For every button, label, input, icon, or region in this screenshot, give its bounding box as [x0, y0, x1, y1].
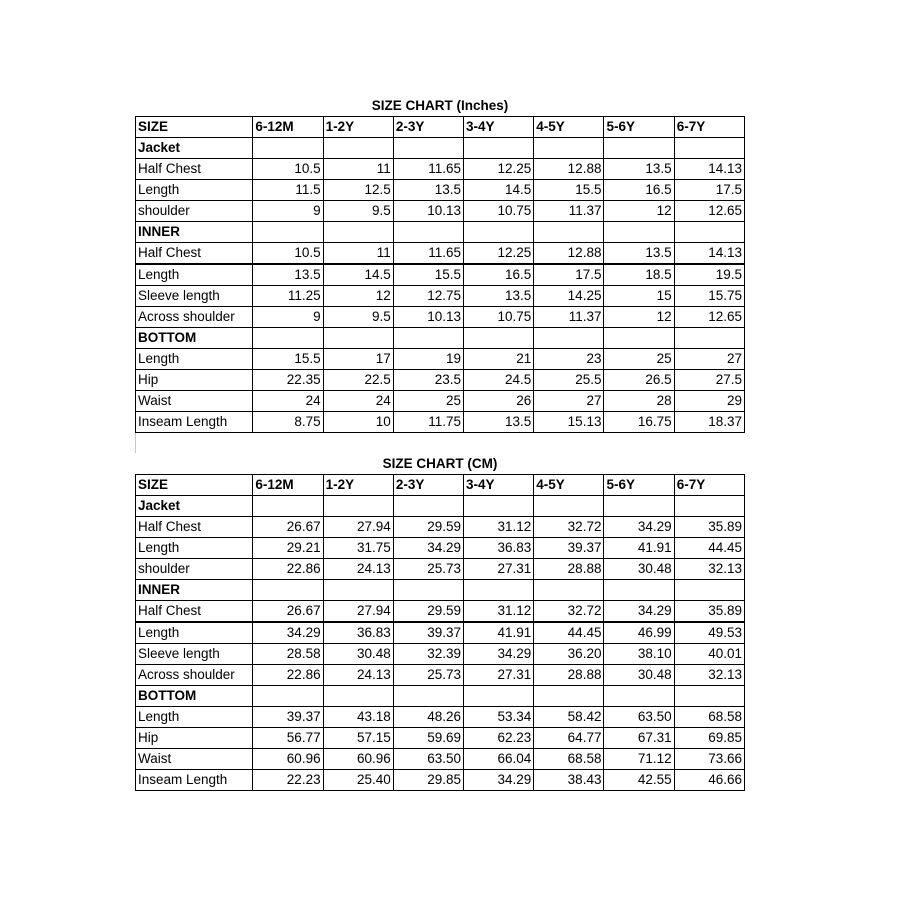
empty-cell — [323, 686, 393, 707]
value-cell: 46.66 — [674, 770, 744, 791]
value-cell: 25 — [393, 391, 463, 412]
value-cell: 17.5 — [534, 264, 604, 286]
value-cell: 32.13 — [674, 559, 744, 580]
value-cell: 69.85 — [674, 728, 744, 749]
value-cell: 10.75 — [464, 201, 534, 222]
column-header: 4-5Y — [534, 475, 604, 496]
chart-title: SIZE CHART (CM) — [136, 454, 745, 475]
section-row — [136, 138, 745, 159]
value-cell: 22.5 — [323, 370, 393, 391]
row-label: Length — [136, 538, 253, 559]
empty-cell — [604, 496, 674, 517]
value-cell: 32.72 — [534, 517, 604, 538]
empty-cell — [323, 580, 393, 601]
section-row — [136, 328, 745, 349]
table-row — [136, 601, 745, 623]
value-cell: 31.75 — [323, 538, 393, 559]
value-cell: 68.58 — [534, 749, 604, 770]
value-cell: 9.5 — [323, 201, 393, 222]
value-cell: 18.37 — [674, 412, 744, 433]
value-cell: 13.5 — [393, 180, 463, 201]
empty-cell — [534, 580, 604, 601]
table-row — [136, 412, 745, 433]
table-row — [136, 243, 745, 265]
value-cell: 29.59 — [393, 601, 463, 623]
value-cell: 32.13 — [674, 665, 744, 686]
value-cell: 27 — [534, 391, 604, 412]
row-label: Inseam Length — [136, 412, 253, 433]
value-cell: 23.5 — [393, 370, 463, 391]
empty-cell — [253, 222, 323, 243]
column-header: 4-5Y — [534, 117, 604, 138]
value-cell: 36.83 — [323, 622, 393, 644]
column-header: 5-6Y — [604, 475, 674, 496]
size-chart-cm-table — [135, 454, 745, 791]
value-cell: 44.45 — [534, 622, 604, 644]
empty-cell — [534, 222, 604, 243]
title-row — [136, 96, 745, 117]
value-cell: 38.43 — [534, 770, 604, 791]
table-row — [136, 349, 745, 370]
table-row — [136, 559, 745, 580]
value-cell: 13.5 — [464, 412, 534, 433]
value-cell: 11 — [323, 159, 393, 180]
table-row — [136, 286, 745, 307]
value-cell: 28.58 — [253, 644, 323, 665]
value-cell: 27.94 — [323, 517, 393, 538]
value-cell: 39.37 — [253, 707, 323, 728]
value-cell: 10.75 — [464, 307, 534, 328]
value-cell: 15.5 — [534, 180, 604, 201]
empty-cell — [464, 222, 534, 243]
value-cell: 41.91 — [604, 538, 674, 559]
section-label: INNER — [136, 580, 253, 601]
empty-cell — [323, 496, 393, 517]
value-cell: 63.50 — [604, 707, 674, 728]
value-cell: 15 — [604, 286, 674, 307]
value-cell: 34.29 — [464, 770, 534, 791]
value-cell: 32.72 — [534, 601, 604, 623]
row-label: Length — [136, 180, 253, 201]
value-cell: 11.37 — [534, 201, 604, 222]
value-cell: 12.88 — [534, 159, 604, 180]
value-cell: 30.48 — [604, 559, 674, 580]
empty-cell — [674, 686, 744, 707]
value-cell: 15.75 — [674, 286, 744, 307]
empty-cell — [464, 138, 534, 159]
column-header: 2-3Y — [393, 475, 463, 496]
value-cell: 22.35 — [253, 370, 323, 391]
value-cell: 59.69 — [393, 728, 463, 749]
value-cell: 60.96 — [253, 749, 323, 770]
value-cell: 10.5 — [253, 159, 323, 180]
value-cell: 44.45 — [674, 538, 744, 559]
value-cell: 25.40 — [323, 770, 393, 791]
value-cell: 12.65 — [674, 201, 744, 222]
value-cell: 31.12 — [464, 601, 534, 623]
value-cell: 16.5 — [604, 180, 674, 201]
size-chart-inches-table — [135, 96, 745, 433]
empty-cell — [604, 222, 674, 243]
header-row — [136, 117, 745, 138]
value-cell: 12 — [604, 307, 674, 328]
column-header: SIZE — [136, 475, 253, 496]
value-cell: 10 — [323, 412, 393, 433]
table-row — [136, 707, 745, 728]
empty-cell — [393, 580, 463, 601]
value-cell: 63.50 — [393, 749, 463, 770]
value-cell: 14.5 — [464, 180, 534, 201]
empty-cell — [253, 138, 323, 159]
value-cell: 14.5 — [323, 264, 393, 286]
table-row — [136, 538, 745, 559]
value-cell: 39.37 — [534, 538, 604, 559]
value-cell: 38.10 — [604, 644, 674, 665]
empty-cell — [674, 580, 744, 601]
value-cell: 8.75 — [253, 412, 323, 433]
row-label: Length — [136, 707, 253, 728]
empty-cell — [464, 496, 534, 517]
value-cell: 9 — [253, 307, 323, 328]
table-row — [136, 622, 745, 644]
empty-cell — [464, 580, 534, 601]
value-cell: 19 — [393, 349, 463, 370]
value-cell: 43.18 — [323, 707, 393, 728]
value-cell: 19.5 — [674, 264, 744, 286]
row-label: Length — [136, 264, 253, 286]
chart-title: SIZE CHART (Inches) — [136, 96, 745, 117]
empty-cell — [253, 686, 323, 707]
value-cell: 14.25 — [534, 286, 604, 307]
section-label: BOTTOM — [136, 686, 253, 707]
value-cell: 21 — [464, 349, 534, 370]
value-cell: 24.5 — [464, 370, 534, 391]
table-row — [136, 517, 745, 538]
empty-cell — [323, 138, 393, 159]
value-cell: 24.13 — [323, 665, 393, 686]
table-row — [136, 728, 745, 749]
row-label: shoulder — [136, 201, 253, 222]
value-cell: 29 — [674, 391, 744, 412]
value-cell: 11.5 — [253, 180, 323, 201]
value-cell: 27.5 — [674, 370, 744, 391]
value-cell: 48.26 — [393, 707, 463, 728]
value-cell: 27 — [674, 349, 744, 370]
value-cell: 15.5 — [393, 264, 463, 286]
value-cell: 35.89 — [674, 601, 744, 623]
value-cell: 27.94 — [323, 601, 393, 623]
empty-cell — [674, 496, 744, 517]
empty-cell — [253, 496, 323, 517]
value-cell: 27.31 — [464, 665, 534, 686]
row-label: Hip — [136, 370, 253, 391]
section-row — [136, 496, 745, 517]
value-cell: 27.31 — [464, 559, 534, 580]
row-label: Half Chest — [136, 517, 253, 538]
value-cell: 13.5 — [604, 159, 674, 180]
value-cell: 22.86 — [253, 559, 323, 580]
section-row — [136, 580, 745, 601]
table-row — [136, 391, 745, 412]
value-cell: 66.04 — [464, 749, 534, 770]
empty-cell — [393, 222, 463, 243]
empty-cell — [464, 686, 534, 707]
value-cell: 28.88 — [534, 665, 604, 686]
column-header: SIZE — [136, 117, 253, 138]
value-cell: 36.20 — [534, 644, 604, 665]
section-label: Jacket — [136, 496, 253, 517]
empty-cell — [393, 686, 463, 707]
value-cell: 22.23 — [253, 770, 323, 791]
title-row — [136, 454, 745, 475]
column-header: 5-6Y — [604, 117, 674, 138]
value-cell: 26.5 — [604, 370, 674, 391]
table-row — [136, 644, 745, 665]
value-cell: 11.25 — [253, 286, 323, 307]
value-cell: 25.5 — [534, 370, 604, 391]
row-label: Sleeve length — [136, 644, 253, 665]
value-cell: 15.5 — [253, 349, 323, 370]
row-label: Half Chest — [136, 243, 253, 265]
value-cell: 68.58 — [674, 707, 744, 728]
value-cell: 24 — [323, 391, 393, 412]
column-header: 1-2Y — [323, 475, 393, 496]
empty-cell — [604, 580, 674, 601]
row-label: Hip — [136, 728, 253, 749]
value-cell: 49.53 — [674, 622, 744, 644]
table-row — [136, 159, 745, 180]
empty-cell — [534, 496, 604, 517]
value-cell: 53.34 — [464, 707, 534, 728]
value-cell: 29.85 — [393, 770, 463, 791]
column-header: 6-12M — [253, 117, 323, 138]
value-cell: 26 — [464, 391, 534, 412]
table-gap — [135, 433, 746, 453]
value-cell: 36.83 — [464, 538, 534, 559]
empty-cell — [393, 496, 463, 517]
value-cell: 17.5 — [674, 180, 744, 201]
row-label: Inseam Length — [136, 770, 253, 791]
empty-cell — [534, 686, 604, 707]
value-cell: 25.73 — [393, 559, 463, 580]
value-cell: 28.88 — [534, 559, 604, 580]
column-header: 6-12M — [253, 475, 323, 496]
section-row — [136, 222, 745, 243]
empty-cell — [253, 328, 323, 349]
value-cell: 67.31 — [604, 728, 674, 749]
value-cell: 17 — [323, 349, 393, 370]
value-cell: 46.99 — [604, 622, 674, 644]
value-cell: 10.5 — [253, 243, 323, 265]
value-cell: 12.75 — [393, 286, 463, 307]
row-label: Half Chest — [136, 601, 253, 623]
value-cell: 41.91 — [464, 622, 534, 644]
header-row — [136, 475, 745, 496]
value-cell: 60.96 — [323, 749, 393, 770]
value-cell: 11.65 — [393, 159, 463, 180]
table-row — [136, 749, 745, 770]
value-cell: 25.73 — [393, 665, 463, 686]
value-cell: 11 — [323, 243, 393, 265]
value-cell: 23 — [534, 349, 604, 370]
value-cell: 56.77 — [253, 728, 323, 749]
empty-cell — [534, 138, 604, 159]
value-cell: 29.59 — [393, 517, 463, 538]
value-cell: 26.67 — [253, 601, 323, 623]
value-cell: 13.5 — [604, 243, 674, 265]
value-cell: 12 — [323, 286, 393, 307]
empty-cell — [393, 328, 463, 349]
row-label: Length — [136, 349, 253, 370]
row-label: Sleeve length — [136, 286, 253, 307]
table-row — [136, 307, 745, 328]
value-cell: 28 — [604, 391, 674, 412]
value-cell: 14.13 — [674, 243, 744, 265]
empty-cell — [674, 222, 744, 243]
value-cell: 35.89 — [674, 517, 744, 538]
value-cell: 34.29 — [393, 538, 463, 559]
value-cell: 57.15 — [323, 728, 393, 749]
value-cell: 25 — [604, 349, 674, 370]
value-cell: 12.25 — [464, 243, 534, 265]
value-cell: 9.5 — [323, 307, 393, 328]
value-cell: 11.75 — [393, 412, 463, 433]
value-cell: 12.5 — [323, 180, 393, 201]
empty-cell — [604, 686, 674, 707]
value-cell: 26.67 — [253, 517, 323, 538]
value-cell: 12.88 — [534, 243, 604, 265]
value-cell: 12.65 — [674, 307, 744, 328]
value-cell: 9 — [253, 201, 323, 222]
value-cell: 30.48 — [323, 644, 393, 665]
value-cell: 24.13 — [323, 559, 393, 580]
table-row — [136, 264, 745, 286]
value-cell: 62.23 — [464, 728, 534, 749]
value-cell: 30.48 — [604, 665, 674, 686]
value-cell: 32.39 — [393, 644, 463, 665]
value-cell: 31.12 — [464, 517, 534, 538]
column-header: 2-3Y — [393, 117, 463, 138]
empty-cell — [674, 138, 744, 159]
value-cell: 34.29 — [253, 622, 323, 644]
section-label: BOTTOM — [136, 328, 253, 349]
section-label: INNER — [136, 222, 253, 243]
value-cell: 40.01 — [674, 644, 744, 665]
value-cell: 16.5 — [464, 264, 534, 286]
value-cell: 34.29 — [604, 517, 674, 538]
empty-cell — [604, 328, 674, 349]
table-row — [136, 201, 745, 222]
value-cell: 73.66 — [674, 749, 744, 770]
value-cell: 29.21 — [253, 538, 323, 559]
row-label: Half Chest — [136, 159, 253, 180]
table-row — [136, 370, 745, 391]
value-cell: 10.13 — [393, 307, 463, 328]
row-label: Length — [136, 622, 253, 644]
value-cell: 64.77 — [534, 728, 604, 749]
row-label: Waist — [136, 749, 253, 770]
value-cell: 10.13 — [393, 201, 463, 222]
value-cell: 12 — [604, 201, 674, 222]
row-label: Waist — [136, 391, 253, 412]
empty-cell — [323, 328, 393, 349]
table-row — [136, 665, 745, 686]
column-header: 3-4Y — [464, 475, 534, 496]
empty-cell — [393, 138, 463, 159]
table-row — [136, 770, 745, 791]
value-cell: 11.65 — [393, 243, 463, 265]
value-cell: 34.29 — [464, 644, 534, 665]
value-cell: 16.75 — [604, 412, 674, 433]
value-cell: 58.42 — [534, 707, 604, 728]
column-header: 3-4Y — [464, 117, 534, 138]
section-label: Jacket — [136, 138, 253, 159]
row-label: shoulder — [136, 559, 253, 580]
value-cell: 14.13 — [674, 159, 744, 180]
empty-cell — [674, 328, 744, 349]
column-header: 6-7Y — [674, 117, 744, 138]
empty-cell — [464, 328, 534, 349]
value-cell: 22.86 — [253, 665, 323, 686]
row-label: Across shoulder — [136, 665, 253, 686]
section-row — [136, 686, 745, 707]
value-cell: 18.5 — [604, 264, 674, 286]
column-header: 1-2Y — [323, 117, 393, 138]
value-cell: 39.37 — [393, 622, 463, 644]
value-cell: 42.55 — [604, 770, 674, 791]
empty-cell — [323, 222, 393, 243]
value-cell: 15.13 — [534, 412, 604, 433]
value-cell: 12.25 — [464, 159, 534, 180]
value-cell: 24 — [253, 391, 323, 412]
empty-cell — [253, 580, 323, 601]
table-row — [136, 180, 745, 201]
value-cell: 34.29 — [604, 601, 674, 623]
empty-cell — [604, 138, 674, 159]
value-cell: 13.5 — [464, 286, 534, 307]
value-cell: 11.37 — [534, 307, 604, 328]
row-label: Across shoulder — [136, 307, 253, 328]
column-header: 6-7Y — [674, 475, 744, 496]
value-cell: 71.12 — [604, 749, 674, 770]
empty-cell — [534, 328, 604, 349]
value-cell: 13.5 — [253, 264, 323, 286]
